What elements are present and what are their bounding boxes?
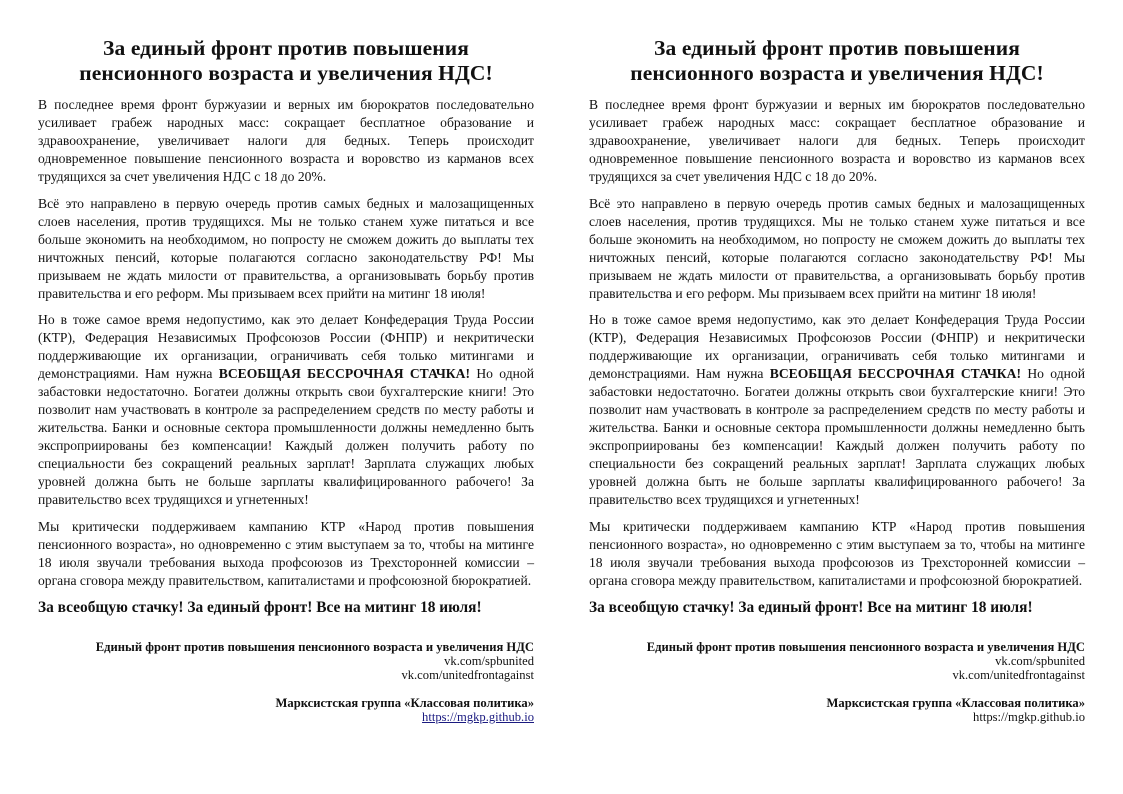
general-strike-emphasis: ВСЕОБЩАЯ БЕССРОЧНАЯ СТАЧКА! <box>218 366 470 381</box>
footer-spacer <box>38 682 534 696</box>
leaflet-footer <box>589 640 1085 724</box>
paragraph-3-end: Но одной забастовки недостаточно. Богатеи должны открыть свои бухгалтерские книги! Это позволит нам участвовать в контроле за распределением средств по месту работы и жительства. Банки и основные сектора промышленности должны немедленно быть экспроприированы без компенсации! Каждый должен получить работу по специальности без сокращений реальных зарплат! Зарплата служащих любых уровней должна быть не больше зарплаты квалифицированного рабочего! За правительство всех трудящихся и угнетенных! <box>38 366 534 507</box>
paragraph-2: Всё это направлено в первую очередь против самых бедных и малозащищенных слоев населения, против трудящихся. Мы не только станем хуже питаться и все больше экономить на необходимом, но попросту не сможем дожить до выплаты тех ничтожных пенсий, которые полагаются согласно законодательству РФ! Мы призываем не ждать милости от правительства, а организовывать борьбу против правительства и его реформ. Мы призываем всех прийти на митинг 18 июля! <box>38 195 534 301</box>
org-united-front-name: Единый фронт против повышения пенсионного возраста и увеличения НДС <box>646 640 1085 654</box>
leaflet-left <box>38 36 534 724</box>
paragraph-1: В последнее время фронт буржуазии и верных им бюрократов последовательно усиливает грабеж народных масс: сокращает бесплатное образование и здравоохранение, увеличивает налоги для бедных. Теперь происходит одновременное повышение пенсионного возраста и воровство из карманов всех трудящихся за счет увеличения НДС с 18 до 20%. <box>589 97 1085 184</box>
org-marxist-group-name: Марксистская группа «Классовая политика» <box>275 696 534 710</box>
leaflet-right <box>589 36 1085 724</box>
link-mgkp-site[interactable]: https://mgkp.github.io <box>422 710 534 724</box>
link-vk-spbunited: vk.com/spbunited <box>444 654 534 668</box>
slogan: За всеобщую стачку! За единый фронт! Все на митинг 18 июля! <box>38 599 482 616</box>
paragraph-4: Мы критически поддерживаем кампанию КТР «Народ против повышения пенсионного возраста», но одновременно с этим выступаем за то, чтобы на митинге 18 июля звучали требования выхода профсоюзов из Трехсторонней комиссии – органа сговора между правительством, капиталистами и профсоюзной бюрократией. <box>589 518 1085 588</box>
paragraph-2: Всё это направлено в первую очередь против самых бедных и малозащищенных слоев населения, против трудящихся. Мы не только станем хуже питаться и все больше экономить на необходимом, но попросту не сможем дожить до выплаты тех ничтожных пенсий, которые полагаются согласно законодательству РФ! Мы призываем не ждать милости от правительства, а организовывать борьбу против правительства и его реформ. Мы призываем всех прийти на митинг 18 июля! <box>589 195 1085 301</box>
title-line-2: пенсионного возраста и увеличения НДС! <box>79 61 493 85</box>
link-vk-unitedfrontagainst: vk.com/unitedfrontagainst <box>952 668 1085 682</box>
title-line-2: пенсионного возраста и увеличения НДС! <box>630 61 1044 85</box>
paragraph-3 <box>589 311 1085 509</box>
link-vk-unitedfrontagainst: vk.com/unitedfrontagainst <box>401 668 534 682</box>
paragraph-1: В последнее время фронт буржуазии и верных им бюрократов последовательно усиливает грабеж народных масс: сокращает бесплатное образование и здравоохранение, увеличивает налоги для бедных. Теперь происходит одновременное повышение пенсионного возраста и воровство из карманов всех трудящихся за счет увеличения НДС с 18 до 20%. <box>38 97 534 184</box>
title-line-1: За единый фронт против повышения <box>654 36 1020 60</box>
title-line-1: За единый фронт против повышения <box>103 36 469 60</box>
footer-spacer <box>589 682 1085 696</box>
org-marxist-group-name: Марксистская группа «Классовая политика» <box>826 696 1085 710</box>
general-strike-emphasis: ВСЕОБЩАЯ БЕССРОЧНАЯ СТАЧКА! <box>769 366 1021 381</box>
leaflet-title <box>38 36 534 86</box>
leaflet-footer <box>38 640 534 724</box>
paragraph-3 <box>38 311 534 509</box>
paragraph-4: Мы критически поддерживаем кампанию КТР «Народ против повышения пенсионного возраста», но одновременно с этим выступаем за то, чтобы на митинге 18 июля звучали требования выхода профсоюзов из Трехсторонней комиссии – органа сговора между правительством, капиталистами и профсоюзной бюрократией. <box>38 518 534 588</box>
paragraph-3-end: Но одной забастовки недостаточно. Богатеи должны открыть свои бухгалтерские книги! Это позволит нам участвовать в контроле за распределением средств по месту работы и жительства. Банки и основные сектора промышленности должны немедленно быть экспроприированы без компенсации! Каждый должен получить работу по специальности без сокращений реальных зарплат! Зарплата служащих любых уровней должна быть не больше зарплаты квалифицированного рабочего! За правительство всех трудящихся и угнетенных! <box>589 366 1085 507</box>
link-vk-spbunited: vk.com/spbunited <box>995 654 1085 668</box>
link-mgkp-site: https://mgkp.github.io <box>973 710 1085 724</box>
org-united-front-name: Единый фронт против повышения пенсионного возраста и увеличения НДС <box>95 640 534 654</box>
paragraph-3-start: Но в тоже самое время недопустимо, как это делает Конфедерация Труда России (КТР), Федерация Независимых Профсоюзов России (ФНПР) и некритически поддерживающие их организации, ограничивать себя только митингами и демонстрациями. Нам нужна <box>589 312 1085 381</box>
paragraph-3-start: Но в тоже самое время недопустимо, как это делает Конфедерация Труда России (КТР), Федерация Независимых Профсоюзов России (ФНПР) и некритически поддерживающие их организации, ограничивать себя только митингами и демонстрациями. Нам нужна <box>38 312 534 381</box>
leaflet-title <box>589 36 1085 86</box>
slogan: За всеобщую стачку! За единый фронт! Все на митинг 18 июля! <box>589 599 1033 616</box>
